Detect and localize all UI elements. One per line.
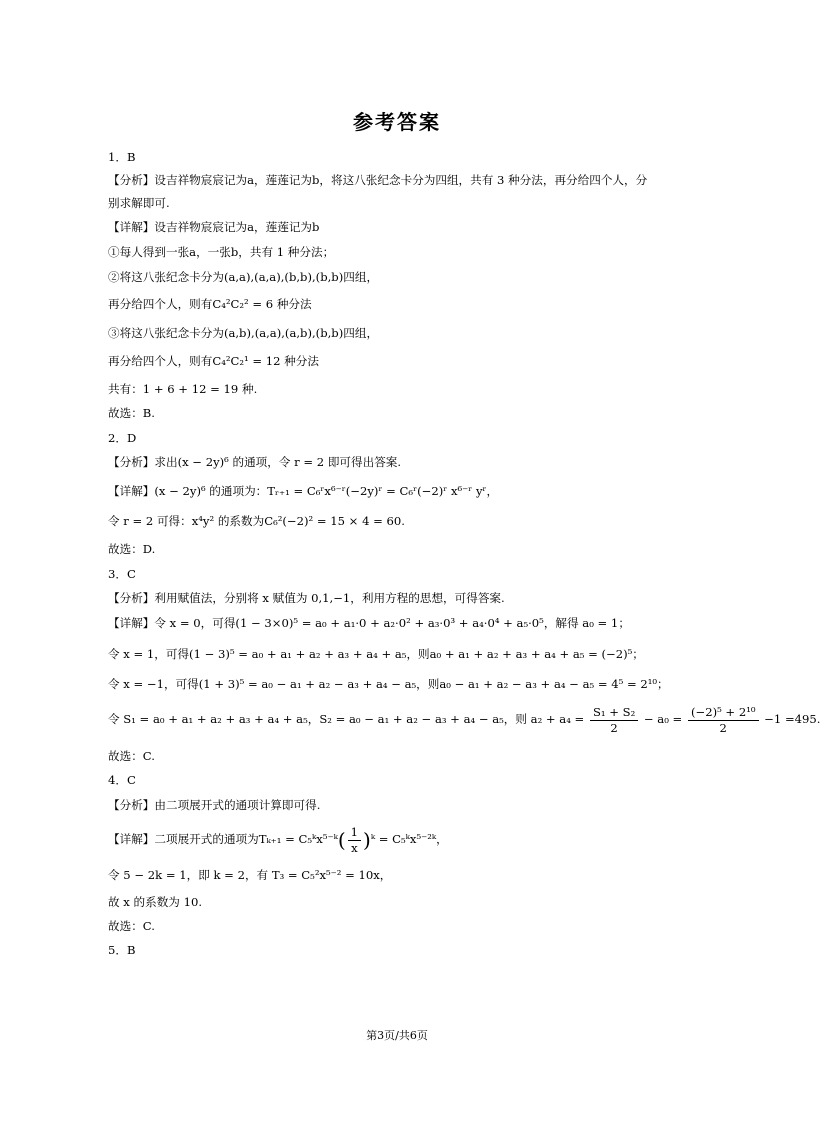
text-line: 4．C [108,773,136,787]
text-line: 【分析】利用赋值法，分别将 x 赋值为 0,1,−1，利用方程的思想，可得答案. [108,591,505,605]
text-line: 故 x 的系数为 10. [108,895,203,909]
general-term-prefix: 【详解】二项展开式的通项为Tₖ₊₁ = C₅ᵏx⁵⁻ᵏ [108,832,338,846]
text-line: 共有：1 + 6 + 12 = 19 种. [108,382,258,396]
fraction-numerator: 1 [348,825,361,841]
text-line: 别求解即可. [108,196,170,210]
paren-close: ) [363,828,371,852]
text-line: 【详解】设吉祥物宸宸记为a，莲莲记为b [108,220,320,234]
text-line: 故选：C. [108,919,155,933]
text-line: 2．D [108,431,137,445]
general-term-suffix: ᵏ = C₅ᵏx⁵⁻²ᵏ， [370,832,448,846]
fraction-denominator: 2 [610,720,618,735]
s-sum-suffix: −1 =495. [760,712,821,726]
fraction-numerator: S₁ + S₂ [590,705,638,721]
text-line: 1．B [108,150,136,164]
fraction-one-over-x [348,825,361,856]
text-line: 故选：D. [108,542,156,556]
text-line: ②将这八张纪念卡分为(a,a),(a,a),(b,b),(b,b)四组， [108,270,379,284]
fraction-numerator: (−2)⁵ + 2¹⁰ [688,705,759,721]
fraction-denominator: 2 [719,720,727,735]
text-line: 令 x = −1，可得(1 + 3)⁵ = a₀ − a₁ + a₂ − a₃ + a₄ − a₅，则a₀ − a₁ + a₂ − a₃ + a₄ − a₅ = 4⁵ = 2¹⁰； [108,677,669,691]
text-line: 再分给四个人，则有C₄²C₂¹ = 12 种分法 [108,354,319,368]
text-line: 令 x = 1，可得(1 − 3)⁵ = a₀ + a₁ + a₂ + a₃ + a₄ + a₅，则a₀ + a₁ + a₂ + a₃ + a₄ + a₅ = (−2)⁵； [108,647,644,661]
page-title: 参考答案 [353,110,441,134]
text-line: 【分析】由二项展开式的通项计算即可得. [108,798,321,812]
text-line: 5．B [108,943,136,957]
text-line-general-term [108,820,448,859]
text-line: ①每人得到一张a，一张b，共有 1 种分法； [108,245,335,259]
text-line: 3．C [108,567,136,581]
text-line: 【分析】设吉祥物宸宸记为a，莲莲记为b，将这八张纪念卡分为四组，共有 3 种分法，再分给四个人，分 [108,173,648,187]
text-line: 令 5 − 2k = 1，即 k = 2，有 T₃ = C₅²x⁵⁻² = 10x， [108,868,392,882]
text-line: 故选：C. [108,749,155,763]
text-line: ③将这八张纪念卡分为(a,b),(a,a),(a,b),(b,b)四组， [108,326,379,340]
text-line: 故选：B. [108,406,155,420]
fraction-denominator: x [351,840,358,855]
text-line: 【详解】(x − 2y)⁶ 的通项为：Tᵣ₊₁ = C₆ʳx⁶⁻ʳ(−2y)ʳ = C₆ʳ(−2)ʳ x⁶⁻ʳ yʳ， [108,484,499,498]
text-line: 【分析】求出(x − 2y)⁶ 的通项，令 r = 2 即可得出答案. [108,455,402,469]
paren-open: ( [337,828,346,852]
text-line: 令 r = 2 可得：x⁴y² 的系数为C₆²(−2)² = 15 × 4 = 60. [108,514,405,528]
text-line: 再分给四个人，则有C₄²C₂² = 6 种分法 [108,297,312,311]
fraction-s1-s2 [590,705,638,736]
s-sum-mid: − a₀ = [640,712,686,726]
s-sum-prefix: 令 S₁ = a₀ + a₁ + a₂ + a₃ + a₄ + a₅，S₂ = a₀ − a₁ + a₂ − a₃ + a₄ − a₅，则 a₂ + a₄ = [108,712,588,726]
text-line-s-sum [108,700,821,738]
fraction-powers [688,705,759,736]
text-line: 【详解】令 x = 0，可得(1 − 3×0)⁵ = a₀ + a₁·0 + a₂·0² + a₃·0³ + a₄·0⁴ + a₅·0⁵，解得 a₀ = 1； [108,616,630,630]
page-footer: 第3页/共6页 [366,1029,428,1042]
